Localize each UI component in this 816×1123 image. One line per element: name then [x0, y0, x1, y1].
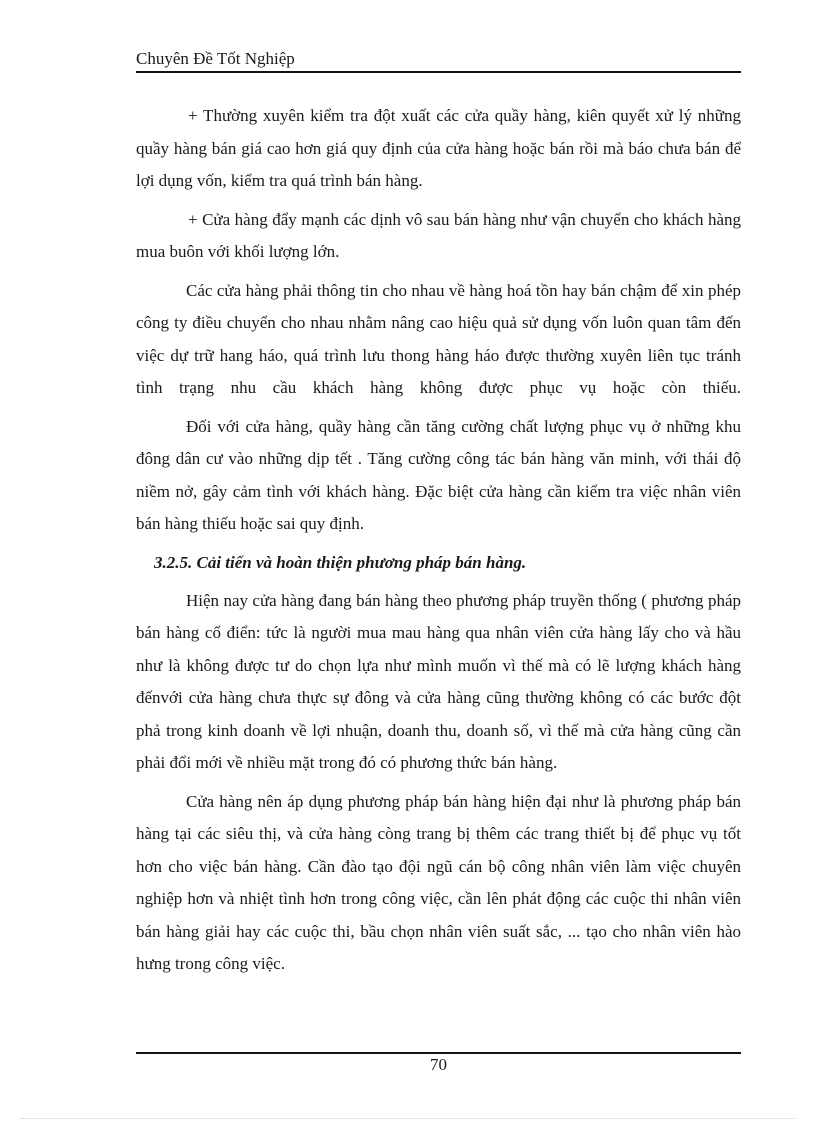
paragraph-stock-info: Các cửa hàng phải thông tin cho nhau về hàng hoá tồn hay bán chậm để xin phép công ty điều chuyển cho nhau nhằm nâng cao hiệu quả sử dụng vốn luôn quan tâm đến việc dự trữ hang háo, quá trình lưu thong hàng háo được thường xuyên liên tục tránh tình trạng nhu cầu khách hàng không được phục vụ hoặc còn thiếu. [136, 280, 741, 397]
paragraph-after-sales: + Cửa hàng đẩy mạnh các dịnh vô sau bán hàng như vận chuyển cho khách hàng mua buôn với khối lượng lớn. [136, 209, 741, 261]
paragraph-modern-sales: Cửa hàng nên áp dụng phương pháp bán hàng hiện đại như là phương pháp bán hàng tại các siêu thị, và cửa hàng còng trang bị thêm các trang thiết bị để phục vụ tốt hơn cho việc bán hàng. Cần đào tạo đội ngũ cán bộ công nhân viên làm việc chuyên nghiệp hơn và nhiệt tình hơn trong công việc, cần lên phát động các cuộc thi nhân viên bán hàng giải hay các cuộc thi, bầu chọn nhân viên suất sắc, ... tạo cho nhân viên hào hưng trong công việc. [136, 791, 741, 973]
document-body [136, 100, 741, 981]
paragraph-service-quality: Đối với cửa hàng, quầy hàng cần tăng cường chất lượng phục vụ ở những khu đông dân cư vào những dịp tết . Tăng cường công tác bán hàng văn minh, với thái độ niềm nở, gây cảm tình với khách hàng. Đặc biệt cửa hàng cần kiểm tra việc nhân viên bán hàng thiếu hoặc sai quy định. [136, 416, 741, 533]
header-divider [136, 71, 741, 73]
paragraph-traditional-sales: Hiện nay cửa hàng đang bán hàng theo phương pháp truyền thống ( phương pháp bán hàng cổ điển: tức là người mua mau hàng qua nhân viên cửa hàng lấy cho và hầu như là không được tư do chọn lựa như mình muốn vì thế mà có lẽ lượng khách hàng đếnvới cửa hàng chưa thực sự đông và cửa hàng cũng thường không có các bước đột phả trong kinh doanh về lợi nhuận, doanh thu, doanh số, vì thế mà cửa hàng cũng cần phải đổi mới về nhiều mặt trong đó có phương thức bán hàng. [136, 590, 741, 772]
paragraph-inspection: + Thường xuyên kiểm tra đột xuất các cửa quầy hàng, kiên quyết xử lý những quầy hàng bán giá cao hơn giá quy định của cửa hàng hoặc bán rồi mà báo chưa bán để lợi dụng vốn, kiểm tra quá trình bán hàng. [136, 106, 741, 190]
section-heading: 3.2.5. Cải tiến và hoàn thiện phương pháp bán hàng. [154, 552, 527, 572]
page-edge-divider [20, 1118, 796, 1119]
page-number: 70 [430, 1055, 447, 1074]
page-header: Chuyên Đề Tốt Nghiệp [136, 49, 295, 68]
